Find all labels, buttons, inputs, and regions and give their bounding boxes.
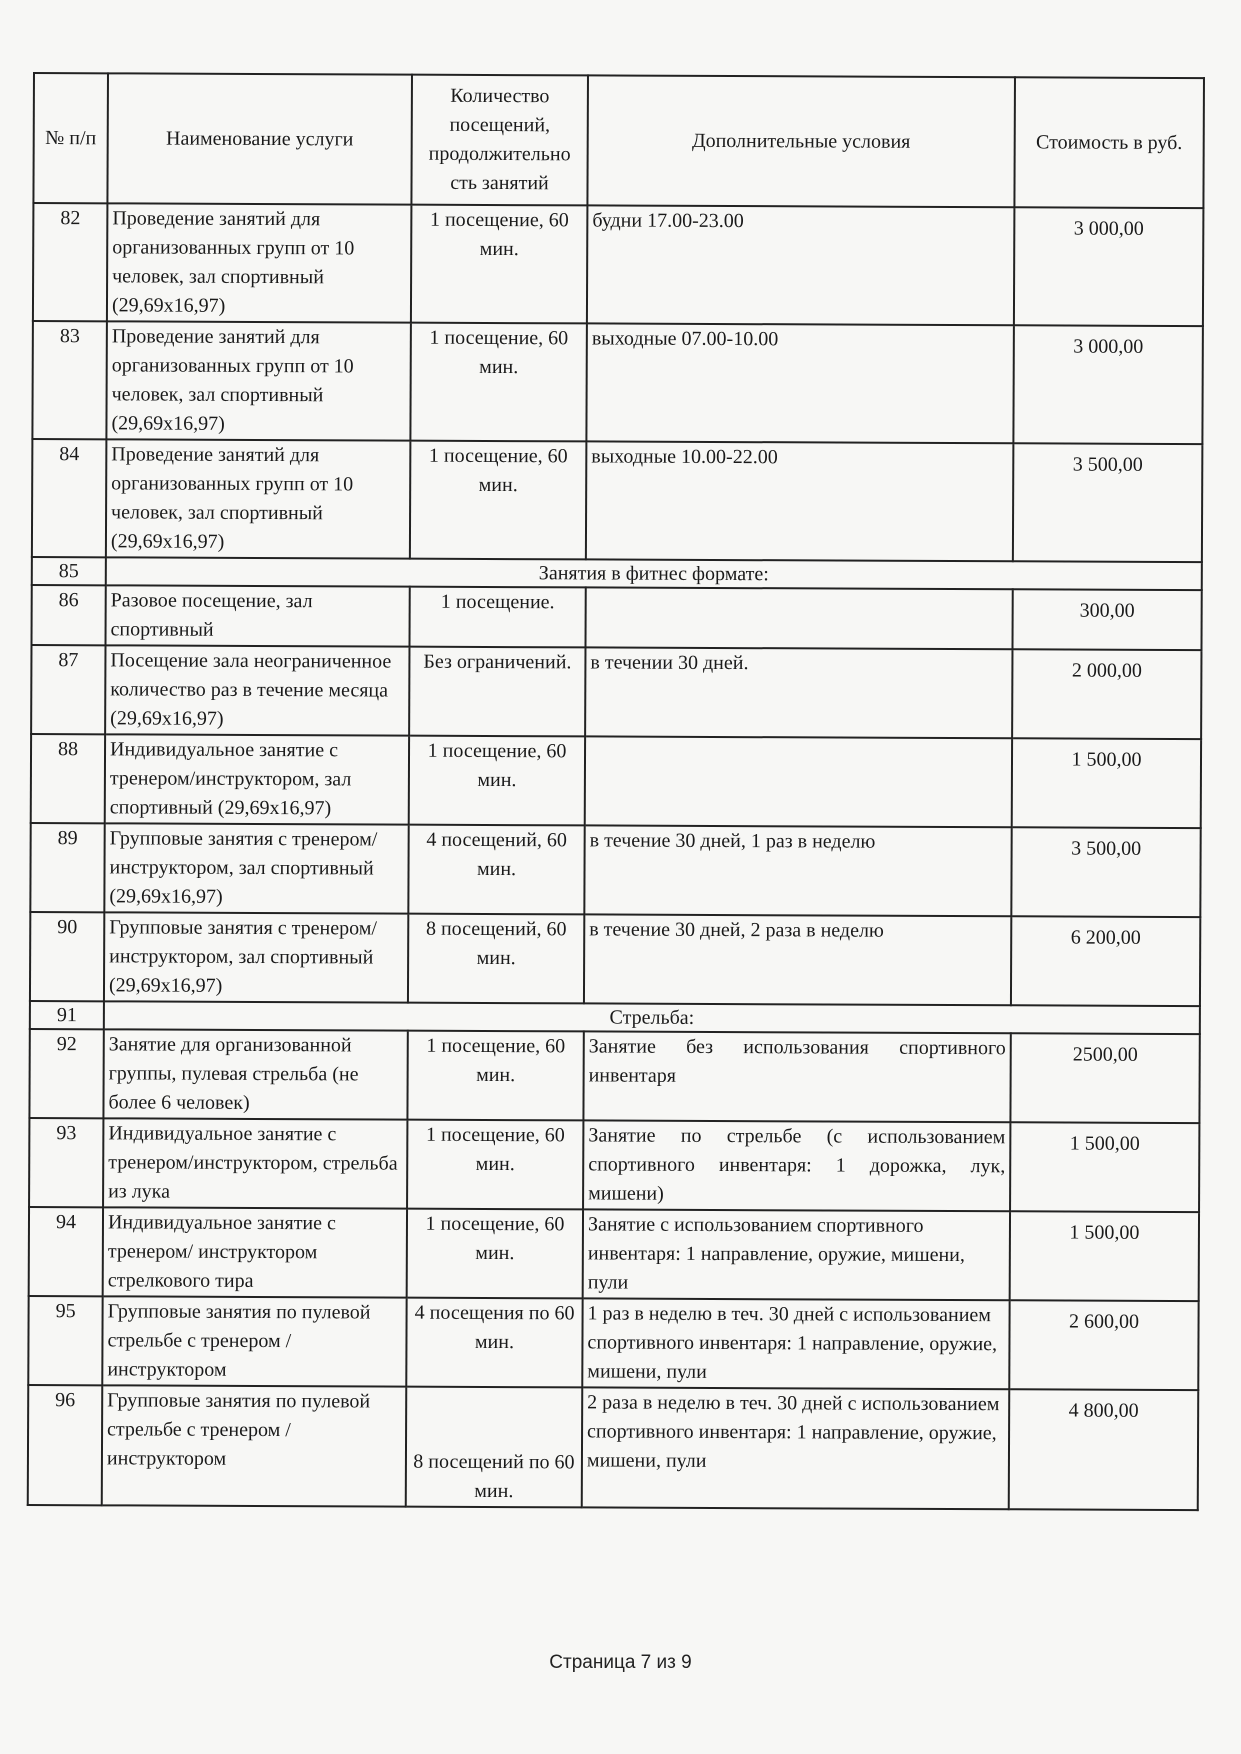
conditions [585, 736, 1012, 827]
price: 1 500,00 [1012, 738, 1201, 828]
service-name: Индивидуальное занятие с тренером/ инструктором стрелкового тира [103, 1207, 407, 1297]
table-row [28, 1385, 1199, 1510]
row-number: 91 [30, 1001, 104, 1029]
price: 3 500,00 [1011, 827, 1200, 917]
price: 1 500,00 [1010, 1122, 1199, 1212]
row-number: 87 [31, 645, 105, 734]
table-row [29, 1118, 1199, 1212]
service-name: Занятие для организованной группы, пулевая стрельба (не более 6 человек) [103, 1029, 407, 1119]
header-name: Наименование услуги [107, 73, 412, 204]
visit-count: 8 посещений по 60 мин. [406, 1387, 583, 1508]
header-price: Стоимость в руб. [1014, 77, 1204, 208]
row-number: 84 [32, 439, 107, 557]
conditions: 1 раз в неделю в теч. 30 дней с использованием спортивного инвентаря: 1 направление, оружие, мишени, пули [582, 1298, 1009, 1389]
service-name: Индивидуальное занятие с тренером/инструктором, зал спортивный (29,69x16,97) [105, 734, 409, 824]
row-number: 88 [31, 734, 105, 823]
table-row [30, 912, 1200, 1006]
row-number: 82 [33, 203, 108, 321]
row-number: 96 [28, 1385, 103, 1505]
table-header-row [33, 73, 1204, 208]
table-row [30, 823, 1200, 917]
visit-count: 4 посещений, 60 мин. [408, 825, 584, 915]
price: 2 600,00 [1009, 1300, 1198, 1390]
service-name: Индивидуальное занятие с тренером/инструктором, стрельба из лука [103, 1118, 407, 1208]
price: 2500,00 [1010, 1033, 1199, 1123]
visit-count: 1 посещение, 60 мин. [407, 1120, 583, 1210]
price-table [27, 72, 1205, 1511]
conditions: 2 раза в неделю в теч. 30 дней с использованием спортивного инвентаря: 1 направление, оружие, мишени, пули [582, 1387, 1010, 1509]
service-name: Проведение занятий для организованных групп от 10 человек, зал спортивный (29,69x16,97) [106, 321, 411, 440]
visit-count: 1 посещение, 60 мин. [410, 323, 587, 442]
table-row [28, 1296, 1198, 1390]
visit-count: 1 посещение, 60 мин. [409, 736, 585, 826]
row-number: 89 [30, 823, 104, 912]
service-name: Посещение зала неограниченное количество раз в течение месяца (29,69x16,97) [105, 645, 409, 735]
table-row [32, 321, 1203, 444]
row-number: 94 [29, 1207, 103, 1296]
header-conditions: Дополнительные условия [587, 75, 1015, 207]
price: 2 000,00 [1012, 649, 1201, 739]
visit-count: 1 посещение, 60 мин. [407, 1031, 583, 1121]
conditions: выходные 07.00-10.00 [586, 323, 1014, 443]
visit-count: 4 посещения по 60 мин. [406, 1298, 582, 1388]
visit-count: 1 посещение. [409, 587, 585, 648]
table-row [29, 1207, 1199, 1301]
table-row [31, 585, 1201, 650]
conditions [585, 587, 1012, 649]
section-title: Стрельба: [104, 1001, 1200, 1034]
row-number: 92 [29, 1029, 103, 1118]
service-name: Групповые занятия по пулевой стрельбе с тренером /инструктором [102, 1385, 407, 1506]
header-num: № п/п [33, 73, 108, 203]
price: 3 000,00 [1014, 207, 1204, 326]
conditions: выходные 10.00-22.00 [586, 441, 1014, 561]
price: 300,00 [1012, 589, 1201, 650]
row-number: 86 [31, 585, 105, 645]
price: 6 200,00 [1011, 916, 1200, 1006]
price: 4 800,00 [1009, 1389, 1199, 1510]
page-number-footer: Страница 7 из 9 [549, 1652, 692, 1673]
table-row [33, 203, 1204, 326]
row-number: 85 [32, 557, 106, 585]
row-number: 95 [28, 1296, 102, 1385]
table-row [31, 645, 1201, 739]
conditions: в течение 30 дней, 2 раза в неделю [584, 914, 1011, 1005]
row-number: 83 [32, 321, 107, 439]
price: 3 000,00 [1013, 325, 1203, 444]
service-name: Групповые занятия с тренером/инструктором, зал спортивный (29,69x16,97) [104, 823, 408, 913]
service-name: Групповые занятия по пулевой стрельбе с тренером /инструктором [102, 1296, 406, 1386]
conditions: Занятие по стрельбе (с использованием спортивного инвентаря: 1 дорожка, лук, мишени) [583, 1120, 1010, 1211]
visit-count: 8 посещений, 60 мин. [408, 914, 584, 1004]
table-row [32, 439, 1203, 562]
row-number: 93 [29, 1118, 103, 1207]
service-name: Разовое посещение, зал спортивный [105, 585, 409, 646]
conditions: будни 17.00-23.00 [587, 205, 1015, 325]
service-name: Проведение занятий для организованных групп от 10 человек, зал спортивный (29,69x16,97) [106, 439, 411, 558]
visit-count: 1 посещение, 60 мин. [411, 205, 588, 324]
table-row [29, 1029, 1199, 1123]
visit-count: 1 посещение, 60 мин. [410, 441, 587, 560]
service-name: Групповые занятия с тренером/инструктором, зал спортивный (29,69x16,97) [104, 912, 408, 1002]
header-count: Количество посещений, продолжительно сть занятий [411, 75, 588, 206]
visit-count: Без ограничений. [409, 647, 585, 737]
price: 3 500,00 [1013, 443, 1203, 562]
row-number: 90 [30, 912, 104, 1001]
price: 1 500,00 [1010, 1211, 1199, 1301]
visit-count: 1 посещение, 60 мин. [407, 1209, 583, 1299]
table-row [31, 734, 1201, 828]
conditions: в течение 30 дней, 1 раз в неделю [584, 825, 1011, 916]
conditions: Занятие без использования спортивного инвентаря [583, 1031, 1010, 1122]
conditions: в течении 30 дней. [585, 647, 1012, 738]
conditions: Занятие с использованием спортивного инвентаря: 1 направление, оружие, мишени, пули [583, 1209, 1010, 1300]
service-name: Проведение занятий для организованных групп от 10 человек, зал спортивный (29,69x16,97) [107, 203, 412, 322]
section-title: Занятия в фитнес формате: [106, 557, 1202, 590]
